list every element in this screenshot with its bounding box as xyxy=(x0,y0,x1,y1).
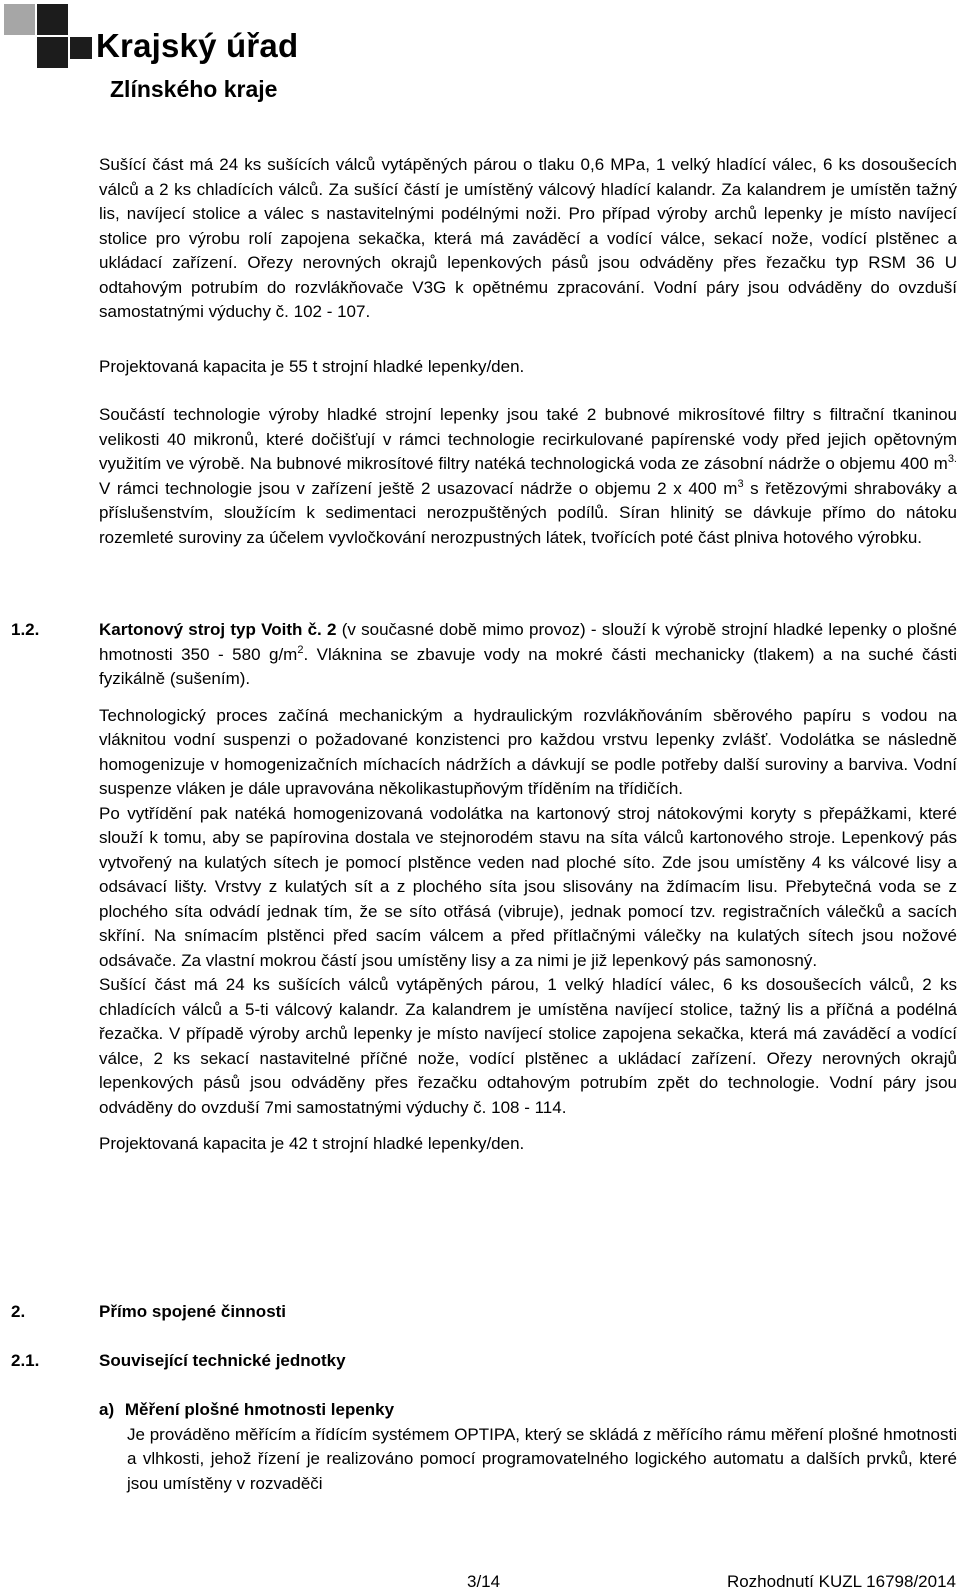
logo-square-dark-3 xyxy=(70,37,92,59)
section-number: 1.2. xyxy=(11,620,40,639)
superscript: 3. xyxy=(947,453,957,465)
paragraph-drying-section-2: Sušící část má 24 ks sušících válců vytápěných párou, 1 velký hladící válec, 6 ks dosoušecích válců, 2 ks chladících válců a 5-ti válcový kalandr. Za kalandrem je umístěna navíjecí stolice, tažný lis a příčná a podélná řezačka. V případě výroby archů lepenky je místo navíjecí stolice zapojena sekačka, která má zaváděcí a vodící válce, 2 ks sekací nastavitelné příčné nože, vodící plstěnec a ukládací zařízení. Ořezy nerovných okrajů lepenkových pásů jsou odváděny přes řezačku odtahovým potrubím zpět do technologie. Vodní páry jsou odváděny do ovzduší 7mi samostatnými výduchy č. 108 - 114. xyxy=(99,975,957,1117)
section-number: 2. xyxy=(11,1302,26,1321)
text-run: V rámci technologie jsou v zařízení ještě 2 usazovací nádrže o objemu 2 x 400 m xyxy=(99,478,738,498)
logo-square-dark-1 xyxy=(37,4,68,35)
paragraph-text xyxy=(99,403,957,550)
paragraph-capacity-1 xyxy=(99,355,957,380)
section-title: Související technické jednotky xyxy=(99,1351,346,1370)
item-title: Měření plošné hmotnosti lepenky xyxy=(124,1400,395,1419)
paragraph-sorting: Po vytřídění pak natéká homogenizovaná vodolátka na kartonový stroj nátokovými koryty s přepážkami, které slouží k tomu, aby se papírovina dostala ve stejnorodém stavu na síta válců kartonového stroje. Lepenkový pás vytvořený na kulatých sítech je pomocí plstěnce veden nad ploché síto. Zde jsou umístěny 4 ks válcové lisy a odsávací lišty. Vrstvy z kulatých sít a z plochého síta jsou slisovány na ždímacím lisu. Přebytečná voda se z plochého síta odvádí jednak tím, že se síto otřásá (vibruje), jednak pomocí tzv. registračních válečků a sacích skříní. Na snímacím plstěnci před sacím válcem a před přítlačnými válečky na kulatých sítech jsou nožové odsávače. Za vlastní mokrou částí jsou umístěny lisy a za nimi je již lepenkový pás samonosný. xyxy=(99,803,957,970)
logo-square-grey xyxy=(4,4,35,35)
section-2 xyxy=(11,1300,957,1325)
page-number: 3/14 xyxy=(467,1572,501,1591)
logo-square-dark-2 xyxy=(37,37,68,68)
item-text: Je prováděno měřícím a řídícím systémem OPTIPA, který se skládá z měřícího rámu měření plošné hmotnosti a vlhkosti, jehož řízení je realizováno pomocí programovatelného logického automatu a dalších prvků, které jsou umístěny v rozvaděči xyxy=(127,1424,957,1493)
text-run: Součástí technologie výroby hladké strojní lepenky jsou také 2 bubnové mikrosítové filtry s filtrační tkaninou velikosti 40 mikronů, které dočišťují v rámci technologie recirkulované papírenské vody před jejich opětovným využitím ve výrobě. Na bubnové mikrosítové filtry natéká technologická voda ze zásobní nádrže o objemu 400 m xyxy=(99,405,957,473)
section-number: 2.1. xyxy=(11,1351,40,1370)
item-a xyxy=(99,1398,957,1496)
section-1-2 xyxy=(11,618,957,1157)
paragraph-microfilters xyxy=(99,403,957,550)
document-reference: Rozhodnutí KUZL 16798/2014 xyxy=(726,1572,956,1591)
text-run: (v současné době mimo provoz) - slouží k výrobě strojní hladké lepenky o plošné hmotnosti 350 - 580 g/m xyxy=(99,620,957,664)
text-run: s řetězovými shrabováky a příslušenstvím, sloužícím k sedimentaci nerozpuštěných podílů. Síran hlinitý se dávkuje přímo do nátoku rozemleté suroviny za účelem vyvločkování nerozpustných látek, tvořících poté část plniva hotového výrobku. xyxy=(99,478,957,547)
paragraph-capacity-2: Projektovaná kapacita je 42 t strojní hladké lepenky/den. xyxy=(99,1134,525,1153)
section-heading xyxy=(99,1300,957,1325)
superscript: 2 xyxy=(297,643,304,656)
section-title: Přímo spojené činnosti xyxy=(99,1302,287,1321)
item-heading xyxy=(99,1398,957,1423)
section-body xyxy=(99,618,957,1157)
logo-title: Krajský úřad xyxy=(96,27,299,64)
section-heading xyxy=(99,1349,957,1374)
paragraph-text: Sušící část má 24 ks sušících válců vytápěných párou o tlaku 0,6 MPa, 1 velký hladící válec, 6 ks dosoušecích válců a 2 ks chladících válců. Za sušící částí je umístěný válcový hladící kalandr. Za kalandrem je umístěn tažný lis, navíjecí stolice a válec s nastavitelnými podélnými noži. Pro případ výroby archů lepenky je místo navíjecí stolice pro výrobu rolí zapojena sekačka, která má zaváděcí a vodící válce, sekací nože, vodící plstěnec a ukládací zařízení. Ořezy nerovných okrajů lepenkových pásů jsou odváděny přes řezačku typ RSM 36 U odtahovým potrubím do rozvlákňovače V3G k opětnému zpracování. Vodní páry jsou odváděny do ovzduší samostatnými výduchy č. 102 - 107. xyxy=(99,155,957,321)
header-logo xyxy=(0,0,320,110)
logo-subtitle: Zlínského kraje xyxy=(110,76,278,102)
paragraph-drying-section-1 xyxy=(99,153,957,325)
section-2-1 xyxy=(11,1349,957,1374)
superscript: 3 xyxy=(737,477,744,490)
item-label: a) xyxy=(99,1400,115,1419)
paragraph-process: Technologický proces začíná mechanickým a hydraulickým rozvlákňováním sběrového papíru s vodou na vláknitou vodní suspenzi o požadované konzistenci pro každou vrstvu lepenky zvlášť. Vodolátka se následně homogenizuje v homogenizačních míchacích nádržích a dávkují se podle potřeby další suroviny a barviva. Vodní suspenze vláken je dále upravována několikastupňovým tříděním na třídičích. xyxy=(99,705,957,798)
section-intro xyxy=(99,618,957,692)
text-run: . Vláknina se zbavuje vody na mokré části mechanicky (tlakem) a na suché části fyzikálně (sušením). xyxy=(99,644,957,688)
paragraph-text: Projektovaná kapacita je 55 t strojní hladké lepenky/den. xyxy=(99,357,525,376)
section-title: Kartonový stroj typ Voith č. 2 xyxy=(99,620,337,639)
